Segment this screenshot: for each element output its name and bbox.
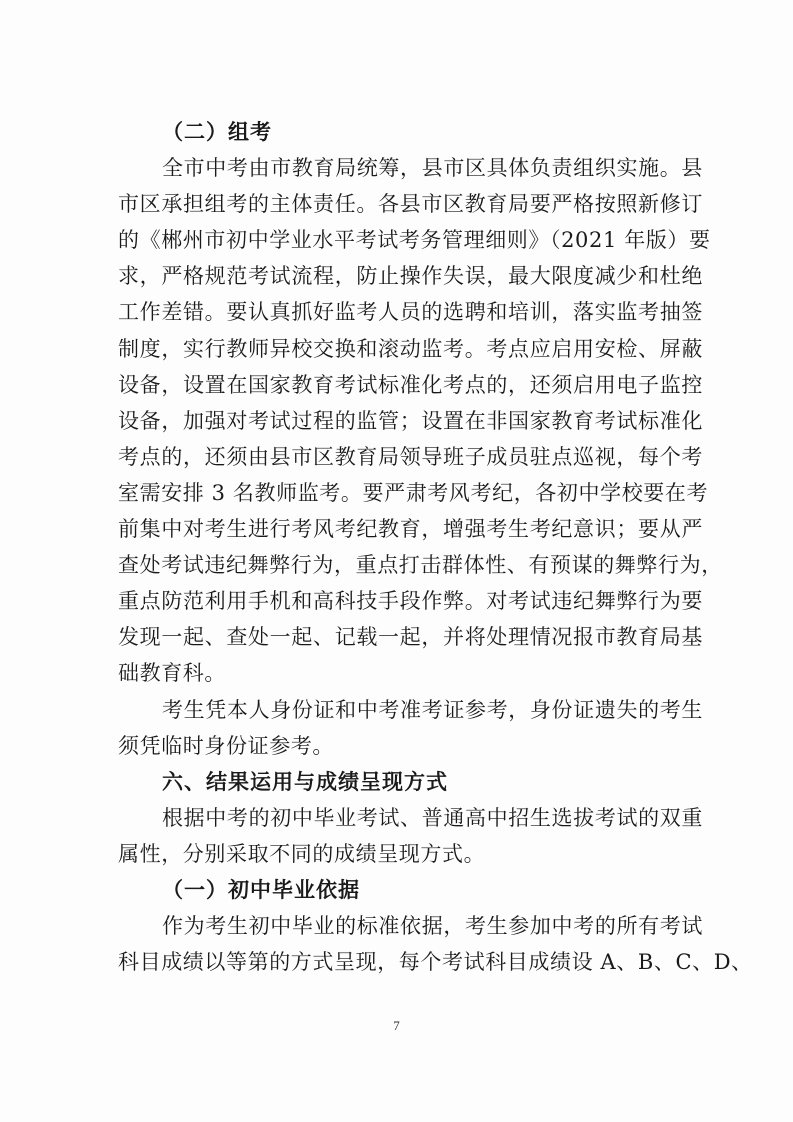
paragraph-line: 全市中考由市教育局统筹，县市区具体负责组织实施。县	[162, 156, 703, 181]
paragraph-line: 属性，分别采取不同的成绩呈现方式。	[118, 841, 486, 866]
paragraph-line: 科目成绩以等第的方式呈现，每个考试科目成绩设 A、B、C、D、	[118, 950, 753, 975]
paragraph-line: 制度，实行教师异校交换和滚动监考。考点应启用安检、屏蔽	[118, 336, 703, 361]
paragraph-line: 重点防范利用手机和高科技手段作弊。对考试违纪舞弊行为要	[118, 589, 703, 614]
paragraph-line: 须凭临时身份证参考。	[118, 733, 334, 758]
paragraph-line: 发现一起、查处一起、记载一起，并将处理情况报市教育局基	[118, 625, 703, 650]
paragraph-line: 根据中考的初中毕业考试、普通高中招生选拔考试的双重	[162, 805, 703, 830]
subsection-heading-graduation-basis: （一）初中毕业依据	[162, 877, 360, 902]
paragraph-line: 础教育科。	[118, 661, 226, 686]
page-number: 7	[393, 1018, 400, 1033]
paragraph-line: 室需安排 3 名教师监考。要严肃考风考纪，各初中学校要在考	[118, 480, 709, 505]
paragraph-line: 的《郴州市初中学业水平考试考务管理细则》（2021 年版）要	[118, 228, 711, 253]
paragraph-line: 设备，设置在国家教育考试标准化考点的，还须启用电子监控	[118, 372, 703, 397]
document-body	[118, 114, 753, 980]
paragraph-line: 市区承担组考的主体责任。各县市区教育局要严格按照新修订	[118, 192, 703, 217]
paragraph-line: 设备，加强对考试过程的监管；设置在非国家教育考试标准化	[118, 408, 703, 433]
paragraph-line: 考生凭本人身份证和中考准考证参考，身份证遗失的考生	[162, 697, 703, 722]
paragraph-line: 查处考试违纪舞弊行为，重点打击群体性、有预谋的舞弊行为，	[118, 553, 723, 578]
paragraph-line: 作为考生初中毕业的标准依据，考生参加中考的所有考试	[162, 914, 703, 939]
paragraph-line: 考点的，还须由县市区教育局领导班子成员驻点巡视，每个考	[118, 444, 703, 469]
paragraph-line: 求，严格规范考试流程，防止操作失误，最大限度减少和杜绝	[118, 264, 703, 289]
section-heading-results: 六、结果运用与成绩呈现方式	[162, 769, 448, 794]
section-heading-organize-exam: （二）组考	[162, 120, 272, 144]
paragraph-line: 工作差错。要认真抓好监考人员的选聘和培训，落实监考抽签	[118, 300, 703, 325]
paragraph-line: 前集中对考生进行考风考纪教育，增强考生考纪意识；要从严	[118, 517, 703, 542]
